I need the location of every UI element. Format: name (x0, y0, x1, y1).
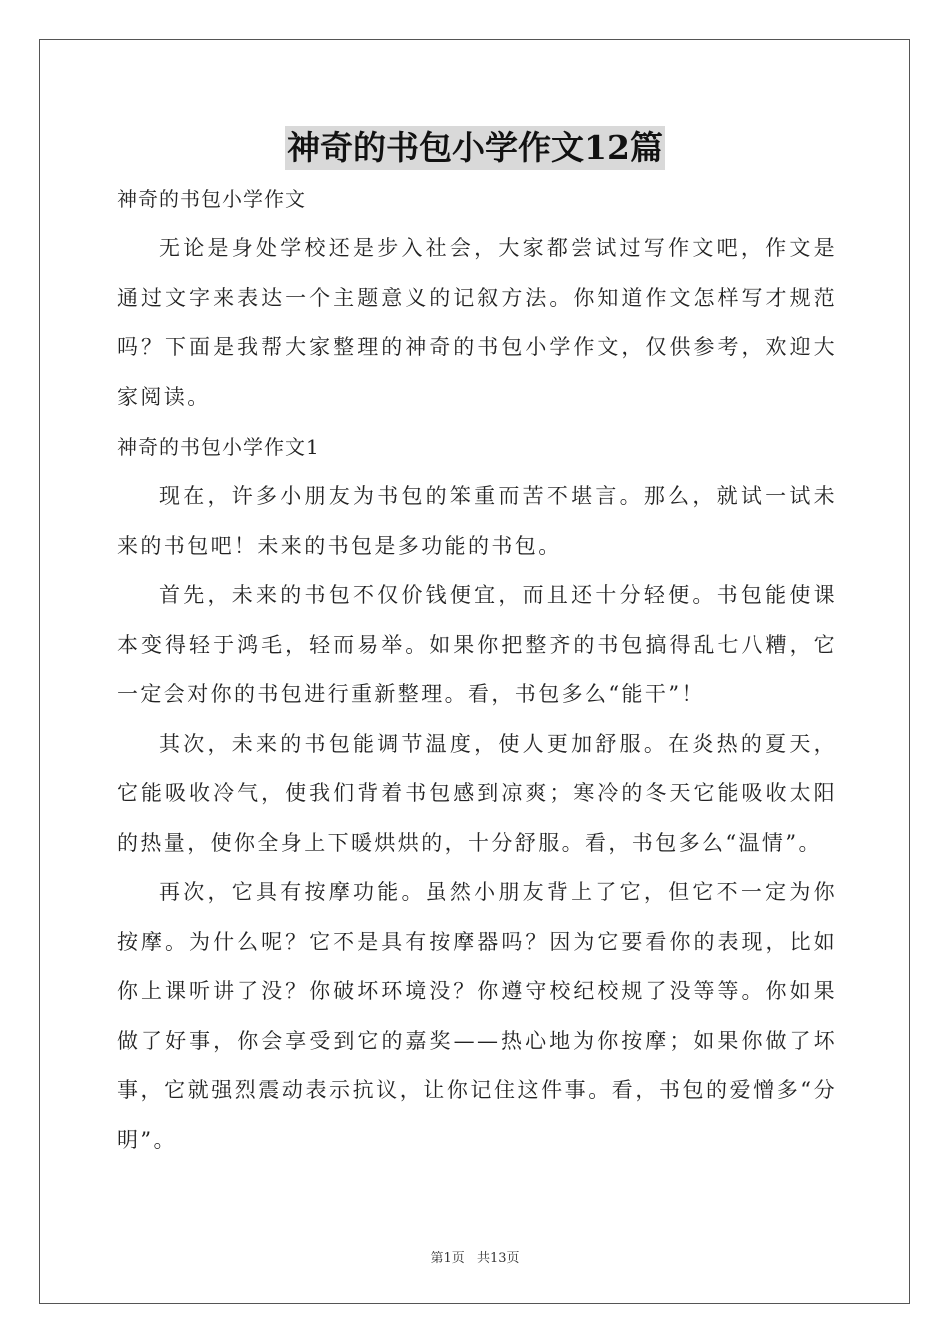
section-heading: 神奇的书包小学作文1 (117, 435, 320, 459)
intro-paragraph: 无论是身处学校还是步入社会，大家都尝试过写作文吧，作文是通过文字来表达一个主题意义的记叙方法。你知道作文怎样写才规范吗？下面是我帮大家整理的神奇的书包小学作文，仅供参考，欢迎大家阅读。 (117, 236, 837, 409)
page-total: 共13页 (476, 1251, 520, 1266)
body-paragraph: 首先，未来的书包不仅价钱便宜，而且还十分轻便。书包能使课本变得轻于鸿毛，轻而易举。如果你把整齐的书包搞得乱七八糟，它一定会对你的书包进行重新整理。看，书包多么“能干”！ (117, 583, 837, 706)
document-body (117, 174, 837, 1165)
intro-heading: 神奇的书包小学作文 (117, 187, 306, 211)
page-footer (0, 1247, 950, 1266)
document-title: 神奇的书包小学作文12篇 (285, 126, 665, 170)
title-container (0, 126, 950, 170)
body-paragraph: 再次，它具有按摩功能。虽然小朋友背上了它，但它不一定为你按摩。为什么呢？它不是具有按摩器吗？因为它要看你的表现，比如你上课听讲了没？你破坏环境没？你遵守校纪校规了没等等。你如果做了好事，你会享受到它的嘉奖——热心地为你按摩；如果你做了坏事，它就强烈震动表示抗议，让你记住这件事。看，书包的爱憎多“分明”。 (117, 880, 837, 1152)
page-number: 第1页 (430, 1251, 465, 1266)
body-paragraph: 其次，未来的书包能调节温度，使人更加舒服。在炎热的夏天，它能吸收冷气，使我们背着书包感到凉爽；寒冷的冬天它能吸收太阳的热量，使你全身上下暖烘烘的，十分舒服。看，书包多么“温情”。 (117, 731, 837, 855)
body-paragraph: 现在，许多小朋友为书包的笨重而苦不堪言。那么，就试一试未来的书包吧！未来的书包是多功能的书包。 (117, 484, 837, 558)
